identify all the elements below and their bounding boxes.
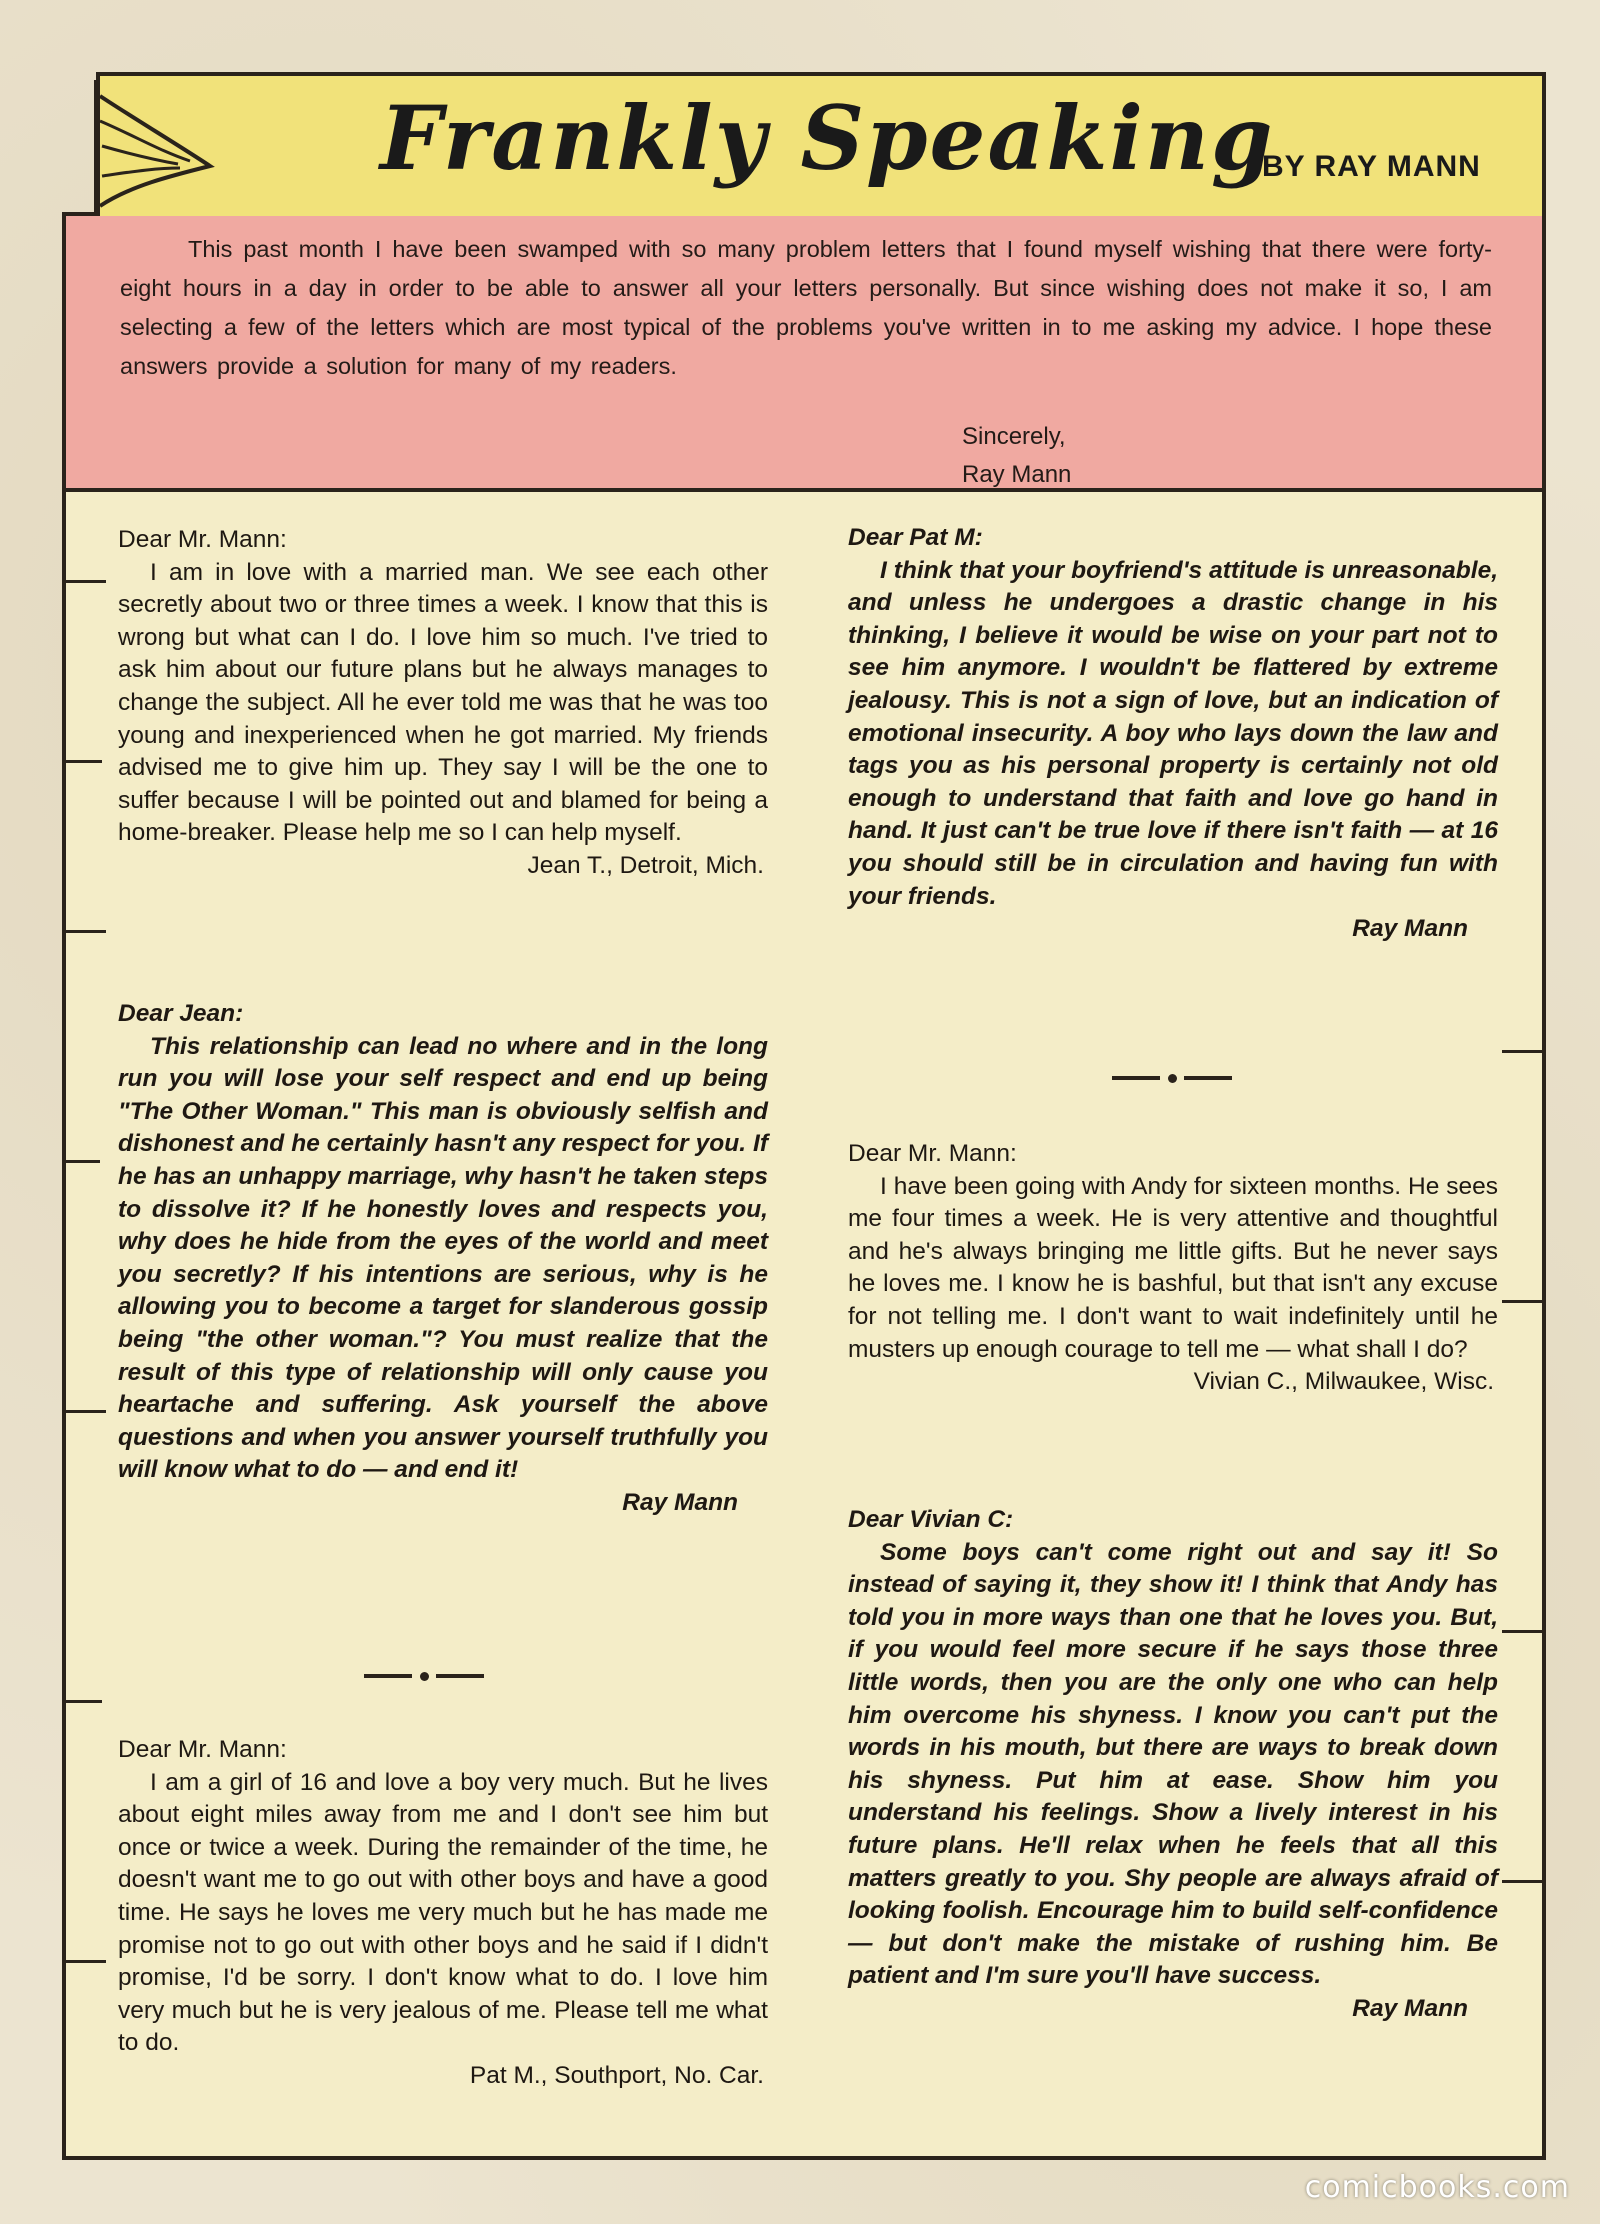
letter-body: I have been going with Andy for sixteen months. He sees me four times a week. He is very attentive and thoughtful and he's always bringing me little gifts. But he never says he loves me. I know he is bashful, but that isn't any excuse for not telling me. I don't want to wait indefinitely until he musters up enough courage to tell me — what shall I do?	[848, 1172, 1498, 1363]
section-separator	[1112, 1068, 1232, 1088]
reply-salutation: Dear Jean:	[118, 1000, 244, 1027]
reply-pat	[848, 522, 1498, 946]
letter-signature: Vivian C., Milwaukee, Wisc.	[1193, 1368, 1494, 1396]
frame-tick	[66, 930, 106, 933]
letter-salutation: Dear Mr. Mann:	[118, 526, 287, 553]
reply-salutation: Dear Vivian C:	[848, 1506, 1014, 1533]
frame-tick	[1502, 1630, 1542, 1633]
frame-tick	[1502, 1050, 1542, 1053]
page-title: Frankly Speaking	[380, 86, 1275, 190]
letter-salutation: Dear Mr. Mann:	[848, 1140, 1017, 1167]
letter-signature: Jean T., Detroit, Mich.	[527, 851, 764, 879]
scroll-curl-ornament	[60, 76, 220, 216]
letter-signature: Pat M., Southport, No. Car.	[469, 2061, 764, 2089]
letter-body: I am a girl of 16 and love a boy very much. But he lives about eight miles away from me and I don't see him but once or twice a week. During the remainder of the time, he doesn't want me to go out with other boys and have a good time. He says he loves me very much but he has made me promise not to go out with other boys and he said if I didn't promise, I'd be sorry. I don't know what to do. I love him very much but he is very jealous of me. Please tell me what to do.	[118, 1768, 768, 2057]
frame-tick	[66, 580, 106, 583]
letter-vivian	[848, 1138, 1498, 1399]
reply-body: This relationship can lead no where and in the long run you will lose your self respect and end up being "The Other Woman." This man is obviously selfish and dishonest and he certainly hasn't any respect for you. If he has an unhappy marriage, why hasn't he taken steps to dissolve it? If he honestly loves and respects you, why does he hide from the eyes of the world and meet you secretly? If his intentions are serious, why is he allowing you to become a target for slanderous gossip being "the other woman."? You must realize that the result of this type of relationship will only cause you heartache and suffering. Ask yourself the above questions and when you answer yourself truthfully you will know what to do — and end it!	[118, 1032, 768, 1484]
site-watermark: comicbooks.com	[1304, 2170, 1570, 2205]
letter-pat	[118, 1734, 768, 2093]
frame-tick	[1502, 1300, 1542, 1303]
reply-signature: Ray Mann	[1352, 1994, 1468, 2022]
reply-signature: Ray Mann	[1352, 915, 1468, 943]
intro-signoff	[962, 418, 1262, 494]
letter-salutation: Dear Mr. Mann:	[118, 1736, 287, 1763]
letter-body: I am in love with a married man. We see each other secretly about two or three times a week. I know that this is wrong but what can I do. I love him so much. I've tried to ask him about our future plans but he always manages to change the subject. All he ever told me was that he was too young and inexperienced when he got married. My friends advised me to give him up. They say I will be the one to suffer because I will be pointed out and blamed for being a home-breaker. Please help me so I can help myself.	[118, 558, 768, 847]
section-separator	[364, 1666, 484, 1686]
reply-jean	[118, 998, 768, 1520]
letter-jean	[118, 524, 768, 883]
frame-tick	[1502, 1880, 1542, 1883]
reply-signature: Ray Mann	[622, 1488, 738, 1516]
intro-signature: Ray Mann	[962, 461, 1072, 488]
intro-closing: Sincerely,	[962, 423, 1066, 450]
frame-tick	[66, 1160, 100, 1163]
reply-body: I think that your boyfriend's attitude is unreasonable, and unless he undergoes a drastic change in his thinking, I believe it would be wise on your part not to see him anymore. I wouldn't be flattered by extreme jealousy. This is not a sign of love, but an indication of emotional insecurity. A boy who lays down the law and tags you as his personal property is certainly not old enough to understand that faith and love go hand in hand. It just can't be true love if there isn't faith — at 16 you should still be in circulation and having fun with your friends.	[848, 556, 1498, 910]
reply-body: Some boys can't come right out and say it! So instead of saying it, they show it! I think that Andy has told you in more ways than one that he loves you. But, if you would feel more secure if he says those three little words, then you are the only one who can help him overcome his shyness. I know you can't put the words in his mouth, but there are ways to break down his shyness. Put him at ease. Show him you understand his feelings. Show a lively interest in his future plans. He'll relax when he feels that all this matters greatly to you. Shy people are always afraid of looking foolish. Encourage him to build self-confidence — but don't make the mistake of rushing him. Be patient and I'm sure you'll have success.	[848, 1538, 1498, 1990]
intro-text: This past month I have been swamped with so many problem letters that I found myself wishing that there were forty-eight hours in a day in order to be able to answer all your letters personally. But since wishing does not make it so, I am selecting a few of the letters which are most typical of the problems you've written in to me asking my advice. I hope these answers provide a solution for many of my readers.	[120, 236, 1492, 379]
author-byline: BY RAY MANN	[1262, 150, 1481, 183]
reply-salutation: Dear Pat M:	[848, 524, 983, 551]
frame-tick	[66, 1410, 106, 1413]
frame-tick	[66, 760, 102, 763]
frame-tick	[66, 1960, 106, 1963]
frame-tick	[66, 1700, 102, 1703]
reply-vivian	[848, 1504, 1498, 2026]
